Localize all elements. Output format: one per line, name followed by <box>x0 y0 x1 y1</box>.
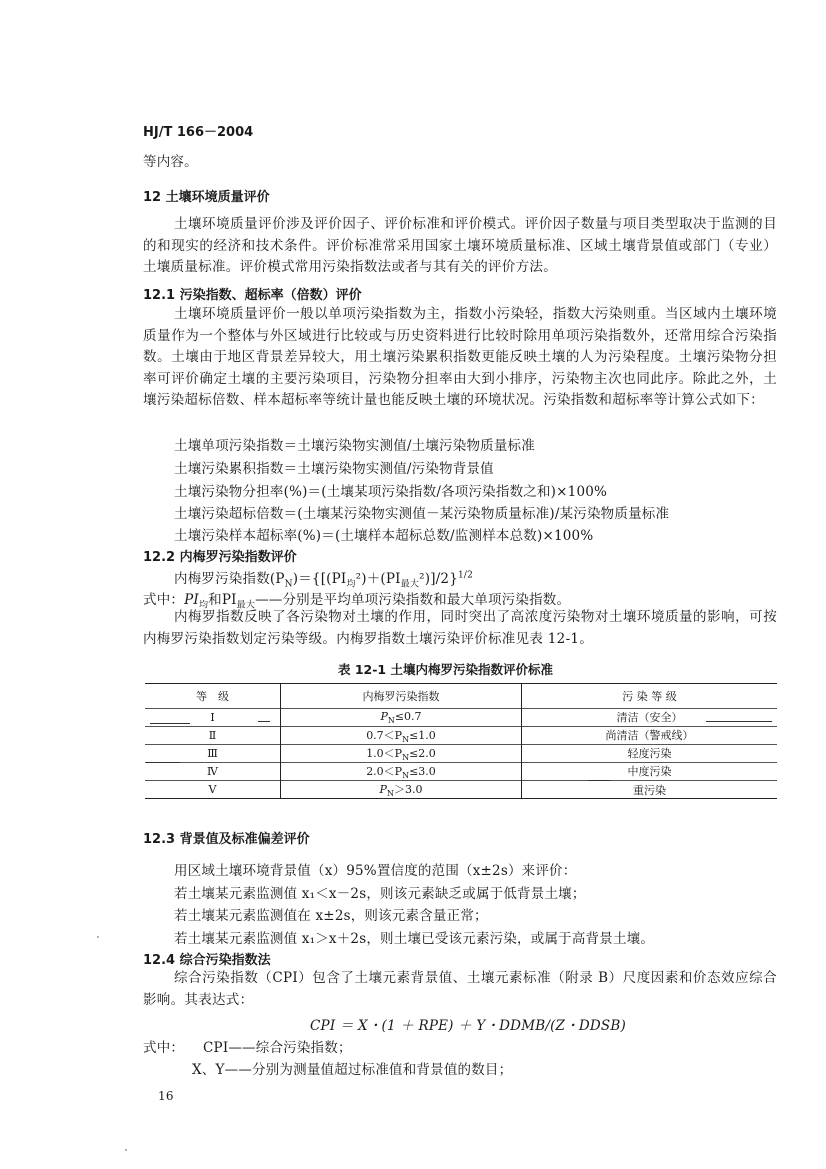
document-code: HJ/T 166－2004 <box>143 125 254 140</box>
formula-exceed-rate: 土壤污染样本超标率(%)＝(土壤样本超标总数/监测样本总数)×100% <box>174 528 594 544</box>
formula-share-rate: 土壤污染物分担率(%)＝(土壤某项污染指数/各项污染指数之和)×100% <box>174 484 608 500</box>
scan-artifact-line <box>706 721 772 722</box>
section-12-3-title: 12.3 背景值及标准偏差评价 <box>143 832 310 847</box>
table-cell-index: $P_N>3.0$ <box>281 781 522 799</box>
table-row <box>145 781 777 799</box>
scan-speck <box>97 936 99 938</box>
table-cell-grade: Ⅲ <box>145 744 281 762</box>
section-12-title: 12 土壤环境质量评价 <box>143 190 270 205</box>
cpi-where-2: X、Y——分别为测量值超过标准值和背景值的数目； <box>192 1062 513 1078</box>
formula-exceed-multiple: 土壤污染超标倍数＝(土壤某污染物实测值－某污染物质量标准)/某污染物质量标准 <box>174 506 670 522</box>
cpi-formula: CPI ＝ X・(1 ＋ RPE) ＋ Y・DDMB/(Z・DDSB) <box>310 1018 626 1034</box>
background-eval-line: 若土壤某元素监测值 x₁＞x＋2s，则土壤已受该元素污染，或属于高背景土壤。 <box>174 931 655 947</box>
page-number: 16 <box>158 1089 174 1103</box>
nemerow-where: 式中：$PI_均$和$PI_{最大}——$分别是平均单项污染指数和最大单项污染指数。 <box>143 592 571 611</box>
section-12-4-paragraph: 综合污染指数（CPI）包含了土壤元素背景值、土壤元素标准（附录 B）尺度因素和价态效应综合影响。其表达式： <box>143 970 777 1008</box>
table-cell-index: $1.0<P_N\le 2.0$ <box>281 744 522 762</box>
table-cell-grade: Ⅳ <box>145 762 281 780</box>
table-header-index: 内梅罗污染指数 <box>281 684 522 709</box>
table-cell-grade: Ⅱ <box>145 726 281 744</box>
table-cell-level: 尚清洁（警戒线） <box>522 726 778 744</box>
cpi-where-label: 式中： <box>143 1040 185 1056</box>
nemerow-table <box>145 683 777 799</box>
table-cell-level: 轻度污染 <box>522 744 778 762</box>
section-12-2-title: 12.2 内梅罗污染指数评价 <box>143 550 297 565</box>
section-12-paragraph: 土壤环境质量评价涉及评价因子、评价标准和评价模式。评价因子数量与项目类型取决于监测的目的和现实的经济和技术条件。评价标准常采用国家土壤环境质量标准、区域土壤背景值或部门（专业）土壤质量标准。评价模式常用污染指数法或者与其有关的评价方法。 <box>143 216 777 275</box>
table-cell-level: 中度污染 <box>522 762 778 780</box>
table-row <box>145 709 777 727</box>
table-cell-index: $2.0<P_N\le 3.0$ <box>281 762 522 780</box>
table-cell-index: $0.7<P_N\le 1.0$ <box>281 726 522 744</box>
background-eval-line: 若土壤某元素监测值在 x±2s，则该元素含量正常； <box>174 908 488 924</box>
cpi-where-1: CPI——综合污染指数； <box>203 1040 352 1056</box>
section-12-2-paragraph: 内梅罗指数反映了各污染物对土壤的作用，同时突出了高浓度污染物对土壤环境质量的影响，可按内梅罗污染指数划定污染等级。内梅罗指数土壤污染评价标准见表 12-1。 <box>143 609 777 647</box>
table-header-level: 污 染 等 级 <box>522 684 778 709</box>
continuation-line: 等内容。 <box>143 154 198 170</box>
section-12-1-title: 12.1 污染指数、超标率（倍数）评价 <box>143 288 362 303</box>
table-cell-grade: Ⅴ <box>145 781 281 799</box>
table-caption: 表 12-1 土壤内梅罗污染指数评价标准 <box>338 662 553 677</box>
table-row <box>145 744 777 762</box>
table-header-grade: 等 级 <box>196 690 229 703</box>
section-12-1-paragraph: 土壤环境质量评价一般以单项污染指数为主，指数小污染轻，指数大污染则重。当区域内土壤环境质量作为一个整体与外区域进行比较或与历史资料进行比较时除用单项污染指数外，还常用综合污染指数。土壤由于地区背景差异较大，用土壤污染累积指数更能反映土壤的人为污染程度。土壤污染物分担率可评价确定土壤的主要污染项目，污染物分担率由大到小排序，污染物主次也同此序。除此之外，土壤污染超标倍数、样本超标率等统计量也能反映土壤的环境状况。污染指数和超标率等计算公式如下： <box>143 306 777 408</box>
scan-artifact-line <box>588 780 610 781</box>
scan-artifact-line <box>258 721 270 722</box>
nemerow-formula: 内梅罗污染指数$(P_N)=\{[(PI_均^2)+(PI_{最大}^2)]/2\}^{1/2}$ <box>174 570 474 590</box>
scan-artifact-line <box>150 723 190 724</box>
background-eval-line: 若土壤某元素监测值 x₁＜x－2s，则该元素缺乏或属于低背景土壤； <box>174 886 586 902</box>
scan-speck <box>125 1149 127 1151</box>
table-cell-level: 重污染 <box>522 781 778 799</box>
table-row <box>145 762 777 780</box>
formula-single-index: 土壤单项污染指数＝土壤污染物实测值/土壤污染物质量标准 <box>174 438 535 454</box>
table-cell-grade: Ⅰ <box>145 709 281 727</box>
background-eval-line: 用区域土壤环境背景值（x）95%置信度的范围（x±2s）来评价： <box>174 863 577 879</box>
table-cell-level: 清洁（安全） <box>522 709 778 727</box>
scan-artifact-line <box>146 762 180 763</box>
table-cell-index: $P_N\le 0.7$ <box>281 709 522 727</box>
section-12-4-title: 12.4 综合污染指数法 <box>143 953 271 968</box>
table-row <box>145 726 777 744</box>
table-header-row <box>145 684 777 709</box>
formula-accumulation-index: 土壤污染累积指数＝土壤污染物实测值/污染物背景值 <box>174 461 494 477</box>
